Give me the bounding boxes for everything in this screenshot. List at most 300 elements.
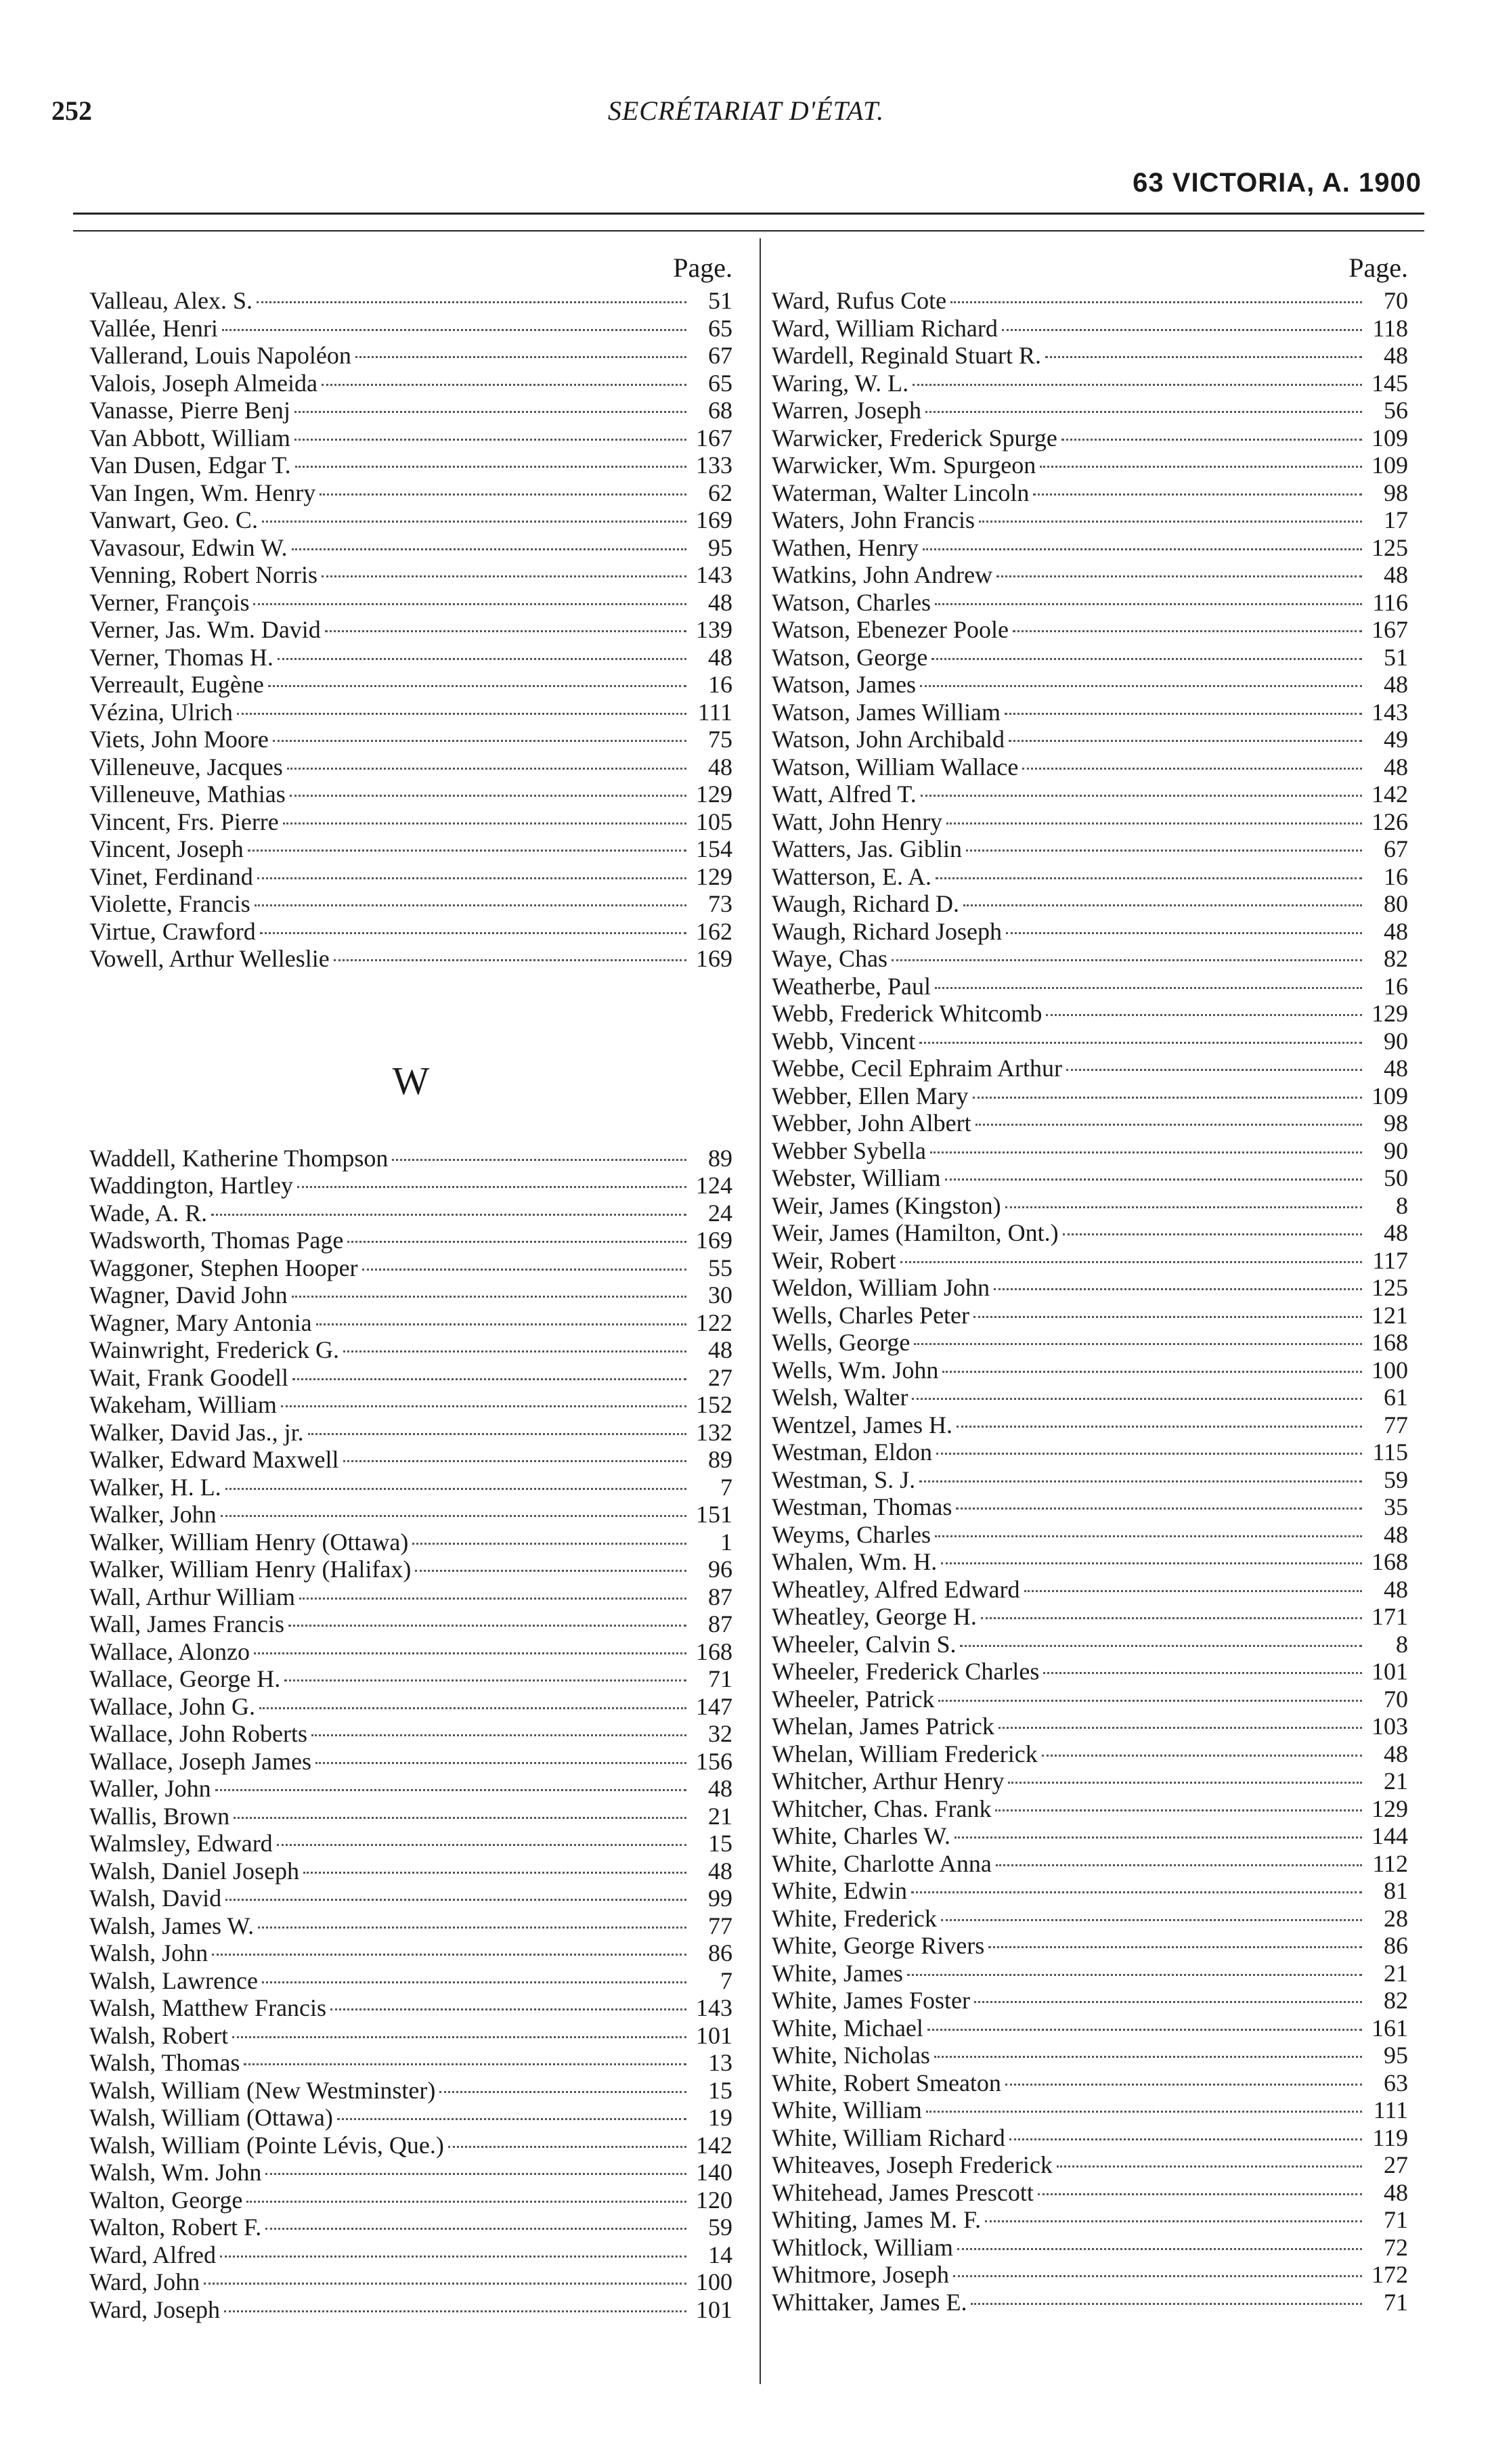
entry-name: Watson, John Archibald bbox=[772, 726, 1005, 753]
index-entry bbox=[89, 1227, 732, 1254]
entry-name: Walsh, Wm. John bbox=[89, 2159, 262, 2186]
index-entry bbox=[89, 2214, 732, 2241]
entry-page-number: 117 bbox=[1372, 1246, 1408, 1274]
entry-name: Walker, Edward Maxwell bbox=[89, 1446, 339, 1473]
index-entry bbox=[772, 1686, 1408, 1713]
entry-name: Wells, George bbox=[772, 1329, 910, 1356]
entry-name: Ward, William Richard bbox=[772, 314, 998, 342]
index-entry bbox=[89, 1610, 732, 1638]
index-entry bbox=[89, 2159, 732, 2186]
index-entry bbox=[89, 315, 732, 343]
entry-page-number: 172 bbox=[1372, 2261, 1408, 2288]
index-entry bbox=[772, 2234, 1408, 2262]
dot-leader bbox=[265, 2173, 686, 2175]
entry-name: Wathen, Henry bbox=[772, 533, 919, 561]
dot-leader bbox=[294, 411, 686, 413]
entry-page-number: 89 bbox=[708, 1144, 732, 1172]
entry-page-number: 27 bbox=[708, 1363, 732, 1391]
entry-page-number: 71 bbox=[1384, 2206, 1408, 2233]
entry-name: Westman, S. J. bbox=[772, 1466, 916, 1493]
entry-name: Wall, James Francis bbox=[89, 1610, 285, 1637]
entry-name: Watkins, John Andrew bbox=[772, 561, 993, 588]
index-entry bbox=[772, 1219, 1408, 1247]
index-entry bbox=[89, 1446, 732, 1474]
index-entry bbox=[89, 699, 732, 726]
dot-leader bbox=[942, 1371, 1362, 1373]
dot-leader bbox=[334, 959, 686, 961]
dot-leader bbox=[1040, 466, 1362, 468]
index-entry bbox=[772, 726, 1408, 753]
entry-page-number: 61 bbox=[1384, 1384, 1408, 1411]
index-entry bbox=[772, 342, 1408, 370]
index-entry bbox=[772, 534, 1408, 562]
entry-page-number: 168 bbox=[696, 1637, 732, 1665]
header-rule bbox=[73, 230, 1424, 232]
entry-name: Ward, Joseph bbox=[89, 2295, 221, 2323]
dot-leader bbox=[222, 329, 686, 331]
entry-name: Valleau, Alex. S. bbox=[89, 287, 253, 314]
index-entry bbox=[772, 506, 1408, 534]
index-entry bbox=[772, 1028, 1408, 1055]
index-entry bbox=[772, 1960, 1408, 1987]
index-entry bbox=[89, 1939, 732, 1967]
entry-name: White, James bbox=[772, 1959, 903, 1987]
index-entry bbox=[772, 2179, 1408, 2207]
dot-leader bbox=[255, 904, 686, 906]
dot-leader bbox=[320, 493, 686, 496]
entry-name: Waters, John Francis bbox=[772, 506, 975, 533]
index-entry bbox=[772, 2289, 1408, 2316]
index-entry bbox=[772, 890, 1408, 918]
dot-leader bbox=[392, 1159, 686, 1161]
index-entry bbox=[772, 1438, 1408, 1466]
index-entry bbox=[89, 1391, 732, 1419]
index-entry bbox=[89, 835, 732, 863]
index-entry bbox=[772, 561, 1408, 589]
index-entry bbox=[89, 644, 732, 672]
entry-name: Watson, William Wallace bbox=[772, 753, 1019, 780]
dot-leader bbox=[248, 850, 686, 852]
entry-page-number: 90 bbox=[1384, 1137, 1408, 1164]
index-entry bbox=[89, 287, 732, 315]
entry-name: Whitcher, Chas. Frank bbox=[772, 1795, 992, 1822]
index-entry bbox=[772, 2206, 1408, 2234]
entry-page-number: 48 bbox=[708, 753, 732, 780]
index-entry bbox=[772, 1082, 1408, 1110]
entry-name: White, Charlotte Anna bbox=[772, 1849, 992, 1877]
index-entry bbox=[772, 397, 1408, 424]
entry-page-number: 77 bbox=[708, 1912, 732, 1939]
index-entry bbox=[89, 780, 732, 808]
entry-page-number: 129 bbox=[696, 862, 732, 890]
index-entry bbox=[89, 945, 732, 973]
entry-page-number: 161 bbox=[1372, 2014, 1408, 2042]
entry-name: Valois, Joseph Almeida bbox=[89, 369, 317, 397]
index-entry bbox=[772, 424, 1408, 452]
entry-name: Ward, Alfred bbox=[89, 2241, 217, 2268]
entry-name: Weldon, William John bbox=[772, 1274, 990, 1301]
dot-leader bbox=[330, 2008, 686, 2010]
dot-leader bbox=[260, 932, 686, 934]
entry-name: Warren, Joseph bbox=[772, 397, 922, 424]
entry-page-number: 48 bbox=[1384, 2178, 1408, 2206]
index-entry bbox=[89, 1528, 732, 1556]
entry-name: White, George Rivers bbox=[772, 1932, 985, 1959]
index-entry bbox=[772, 2069, 1408, 2097]
dot-leader bbox=[935, 603, 1362, 605]
entry-page-number: 48 bbox=[1384, 1740, 1408, 1767]
entry-name: Walsh, William (Pointe Lévis, Que.) bbox=[89, 2131, 444, 2159]
index-entry bbox=[772, 1109, 1408, 1137]
dot-leader bbox=[257, 301, 686, 303]
entry-page-number: 71 bbox=[708, 1665, 732, 1692]
entry-name: Wade, A. R. bbox=[89, 1199, 208, 1227]
index-entry bbox=[772, 1247, 1408, 1275]
index-entry bbox=[772, 1905, 1408, 1933]
dot-leader bbox=[912, 1398, 1362, 1400]
index-entry bbox=[772, 808, 1408, 836]
page-column-header: Page. bbox=[673, 252, 732, 283]
right-column bbox=[772, 249, 1408, 2316]
dot-leader bbox=[225, 1899, 686, 1901]
dot-leader bbox=[299, 1598, 686, 1600]
dot-leader bbox=[988, 1946, 1362, 1948]
entry-name: Violette, Francis bbox=[89, 890, 250, 917]
dot-leader bbox=[907, 1974, 1362, 1976]
entry-name: Whitmore, Joseph bbox=[772, 2261, 949, 2288]
index-entry bbox=[89, 1364, 732, 1392]
entry-page-number: 48 bbox=[708, 643, 732, 671]
dot-leader bbox=[237, 713, 686, 715]
dot-leader bbox=[322, 384, 686, 386]
dot-leader bbox=[1005, 2084, 1362, 2086]
entry-page-number: 48 bbox=[1384, 1055, 1408, 1082]
index-entry bbox=[772, 2124, 1408, 2152]
index-entry bbox=[89, 424, 732, 452]
index-entry bbox=[89, 2077, 732, 2105]
entry-page-number: 48 bbox=[1384, 342, 1408, 369]
entry-page-number: 27 bbox=[1384, 2151, 1408, 2178]
index-entry bbox=[89, 2049, 732, 2077]
dot-leader bbox=[892, 959, 1362, 961]
entry-name: Vavasour, Edwin W. bbox=[89, 533, 288, 561]
dot-leader bbox=[287, 768, 686, 770]
dot-leader bbox=[292, 548, 686, 550]
dot-leader bbox=[439, 2091, 686, 2093]
entry-name: Wallace, Joseph James bbox=[89, 1747, 311, 1775]
entry-page-number: 95 bbox=[708, 533, 732, 561]
index-entry bbox=[89, 1665, 732, 1693]
entry-page-number: 87 bbox=[708, 1583, 732, 1610]
entry-page-number: 143 bbox=[1372, 698, 1408, 726]
index-entry bbox=[772, 1548, 1408, 1576]
dot-leader bbox=[936, 1453, 1362, 1455]
entry-name: White, Robert Smeaton bbox=[772, 2069, 1001, 2096]
dot-leader bbox=[215, 1789, 686, 1791]
entry-page-number: 1 bbox=[720, 1528, 732, 1556]
dot-leader bbox=[268, 685, 686, 687]
index-entry bbox=[772, 1877, 1408, 1905]
dot-leader bbox=[956, 1508, 1362, 1510]
index-entry bbox=[772, 2096, 1408, 2124]
dot-leader bbox=[938, 1700, 1362, 1702]
entry-name: White, James Foster bbox=[772, 1987, 970, 2014]
entry-name: White, Nicholas bbox=[772, 2042, 930, 2069]
dot-leader bbox=[337, 2118, 686, 2120]
index-entry bbox=[89, 671, 732, 699]
dot-leader bbox=[232, 2036, 686, 2038]
dot-leader bbox=[974, 2001, 1362, 2003]
entry-name: White, Frederick bbox=[772, 1904, 937, 1932]
index-entry bbox=[89, 863, 732, 891]
dot-leader bbox=[900, 1261, 1362, 1263]
entry-page-number: 109 bbox=[1372, 424, 1408, 452]
dot-leader bbox=[448, 2146, 686, 2148]
entry-page-number: 124 bbox=[696, 1172, 732, 1199]
entry-page-number: 87 bbox=[708, 1610, 732, 1637]
entry-page-number: 7 bbox=[720, 1966, 732, 1994]
entry-name: Watson, Ebenezer Poole bbox=[772, 616, 1009, 643]
entry-page-number: 142 bbox=[1372, 780, 1408, 808]
dot-leader bbox=[996, 575, 1362, 577]
dot-leader bbox=[1013, 630, 1362, 632]
index-entry bbox=[89, 1556, 732, 1583]
dot-leader bbox=[277, 1844, 686, 1846]
index-entry bbox=[772, 1987, 1408, 2015]
entry-page-number: 112 bbox=[1372, 1849, 1408, 1877]
dot-leader bbox=[297, 1186, 686, 1188]
entry-name: Walsh, Thomas bbox=[89, 2049, 240, 2076]
index-entry bbox=[772, 644, 1408, 672]
index-entry bbox=[772, 1713, 1408, 1740]
dot-leader bbox=[975, 1124, 1362, 1126]
entry-page-number: 8 bbox=[1396, 1630, 1408, 1658]
running-title: SECRÉTARIAT D'ÉTAT. bbox=[607, 95, 885, 126]
dot-leader bbox=[920, 685, 1362, 687]
section-letter-w: W bbox=[392, 1058, 430, 1103]
dot-leader bbox=[930, 1151, 1362, 1153]
index-entry bbox=[772, 2151, 1408, 2179]
entry-page-number: 167 bbox=[1372, 616, 1408, 643]
entry-page-number: 50 bbox=[1384, 1164, 1408, 1191]
index-entry bbox=[772, 2015, 1408, 2042]
entry-page-number: 109 bbox=[1372, 1082, 1408, 1109]
index-entry bbox=[772, 1658, 1408, 1686]
entry-page-number: 169 bbox=[696, 945, 732, 972]
dot-leader bbox=[957, 1426, 1362, 1428]
index-entry bbox=[772, 671, 1408, 699]
entry-name: Wheatley, Alfred Edward bbox=[772, 1575, 1020, 1603]
entry-page-number: 133 bbox=[696, 452, 732, 479]
entry-page-number: 48 bbox=[1384, 1520, 1408, 1548]
dot-leader bbox=[926, 2111, 1362, 2113]
entry-name: Wagner, David John bbox=[89, 1281, 288, 1308]
entry-page-number: 24 bbox=[708, 1199, 732, 1227]
dot-leader bbox=[927, 2029, 1362, 2031]
entry-name: Walsh, William (Ottawa) bbox=[89, 2104, 333, 2131]
dot-leader bbox=[295, 466, 686, 468]
entry-page-number: 101 bbox=[1372, 1658, 1408, 1685]
index-entry bbox=[772, 699, 1408, 726]
entry-name: Webbe, Cecil Ephraim Arthur bbox=[772, 1055, 1062, 1082]
entry-page-number: 49 bbox=[1384, 726, 1408, 753]
entry-page-number: 73 bbox=[708, 890, 732, 917]
index-entry bbox=[89, 1803, 732, 1830]
entry-page-number: 142 bbox=[696, 2131, 732, 2159]
entry-name: Webber Sybella bbox=[772, 1137, 927, 1164]
entry-page-number: 70 bbox=[1384, 1685, 1408, 1713]
entry-name: Vallerand, Louis Napoléon bbox=[89, 342, 351, 369]
entry-name: Wheatley, George H. bbox=[772, 1603, 977, 1630]
entry-page-number: 35 bbox=[1384, 1493, 1408, 1520]
entry-page-number: 63 bbox=[1384, 2069, 1408, 2096]
index-entry bbox=[772, 1055, 1408, 1082]
index-entry bbox=[772, 1631, 1408, 1658]
entry-name: White, Charles W. bbox=[772, 1822, 950, 1849]
dot-leader bbox=[343, 1460, 686, 1462]
dot-leader bbox=[913, 384, 1362, 386]
entry-page-number: 132 bbox=[696, 1418, 732, 1446]
dot-leader bbox=[1024, 1590, 1362, 1592]
dot-leader bbox=[979, 521, 1362, 523]
entry-page-number: 122 bbox=[696, 1308, 732, 1336]
entry-page-number: 48 bbox=[708, 588, 732, 616]
index-entry bbox=[89, 370, 732, 397]
entry-page-number: 82 bbox=[1384, 1987, 1408, 2014]
dot-leader bbox=[934, 2056, 1362, 2058]
index-entry bbox=[89, 1994, 732, 2022]
entry-name: Virtue, Crawford bbox=[89, 917, 256, 945]
entry-name: Walsh, Robert bbox=[89, 2021, 229, 2049]
entry-page-number: 139 bbox=[696, 616, 732, 643]
entry-page-number: 71 bbox=[1384, 2288, 1408, 2316]
entry-page-number: 109 bbox=[1372, 452, 1408, 479]
entry-name: White, William Richard bbox=[772, 2124, 1005, 2151]
index-entry bbox=[772, 1795, 1408, 1823]
index-entry bbox=[89, 534, 732, 562]
entry-page-number: 90 bbox=[1384, 1027, 1408, 1055]
dot-leader bbox=[946, 822, 1362, 824]
entry-page-number: 21 bbox=[1384, 1767, 1408, 1795]
dot-leader bbox=[1057, 2165, 1362, 2168]
entry-name: Watterson, E. A. bbox=[772, 862, 932, 890]
index-entry bbox=[89, 1720, 732, 1748]
entry-page-number: 17 bbox=[1384, 506, 1408, 533]
page-number: 252 bbox=[51, 95, 92, 126]
entry-page-number: 115 bbox=[1372, 1438, 1408, 1466]
index-list-right bbox=[772, 287, 1408, 2316]
entry-name: Weatherbe, Paul bbox=[772, 972, 931, 1000]
dot-leader bbox=[981, 1617, 1362, 1619]
entry-name: Wallace, John G. bbox=[89, 1692, 256, 1720]
entry-page-number: 167 bbox=[696, 424, 732, 452]
entry-name: Whiteaves, Joseph Frederick bbox=[772, 2151, 1053, 2178]
entry-name: Walker, David Jas., jr. bbox=[89, 1418, 304, 1446]
entry-page-number: 48 bbox=[708, 1336, 732, 1363]
dot-leader bbox=[1009, 740, 1362, 742]
index-entry bbox=[89, 1281, 732, 1309]
entry-name: Van Ingen, Wm. Henry bbox=[89, 479, 316, 506]
entry-name: Waller, John bbox=[89, 1775, 211, 1802]
index-entry bbox=[772, 863, 1408, 891]
index-entry bbox=[89, 1501, 732, 1528]
entry-page-number: 7 bbox=[720, 1473, 732, 1501]
entry-name: Webber, John Albert bbox=[772, 1109, 971, 1137]
entry-name: Walsh, William (New Westminster) bbox=[89, 2076, 436, 2104]
dot-leader bbox=[290, 795, 686, 797]
index-entry bbox=[89, 342, 732, 370]
dot-leader bbox=[415, 1570, 686, 1572]
entry-name: Whitcher, Arthur Henry bbox=[772, 1767, 1005, 1795]
left-column bbox=[89, 249, 732, 2323]
entry-name: Walton, George bbox=[89, 2186, 243, 2214]
entry-name: Villeneuve, Mathias bbox=[89, 780, 286, 808]
dot-leader bbox=[953, 2275, 1362, 2277]
entry-name: White, Edwin bbox=[772, 1877, 907, 1904]
dot-leader bbox=[985, 2220, 1362, 2222]
dot-leader bbox=[211, 1214, 686, 1216]
dot-leader bbox=[412, 1543, 686, 1545]
entry-page-number: 65 bbox=[708, 314, 732, 342]
dot-leader bbox=[292, 1296, 686, 1298]
entry-page-number: 48 bbox=[1384, 917, 1408, 945]
entry-page-number: 140 bbox=[696, 2159, 732, 2186]
index-entry bbox=[89, 1885, 732, 1912]
dot-leader bbox=[246, 2201, 686, 2203]
entry-page-number: 48 bbox=[708, 1857, 732, 1885]
index-entry bbox=[772, 1274, 1408, 1302]
entry-name: Verner, François bbox=[89, 588, 250, 616]
dot-leader bbox=[966, 850, 1362, 852]
index-entry bbox=[772, 1767, 1408, 1795]
dot-leader bbox=[221, 1515, 686, 1517]
dot-leader bbox=[259, 1707, 686, 1709]
entry-page-number: 125 bbox=[1372, 533, 1408, 561]
entry-name: Ward, John bbox=[89, 2268, 200, 2295]
index-entry bbox=[89, 808, 732, 836]
entry-page-number: 48 bbox=[1384, 561, 1408, 588]
entry-name: Van Dusen, Edgar T. bbox=[89, 452, 291, 479]
dot-leader bbox=[281, 1405, 686, 1407]
index-entry bbox=[772, 1192, 1408, 1220]
entry-name: Wadsworth, Thomas Page bbox=[89, 1227, 344, 1254]
dot-leader bbox=[941, 1562, 1362, 1564]
entry-name: Webber, Ellen Mary bbox=[772, 1082, 969, 1109]
entry-name: Walsh, David bbox=[89, 1885, 222, 1912]
entry-name: Warwicker, Frederick Spurge bbox=[772, 424, 1057, 452]
index-entry bbox=[89, 1583, 732, 1611]
index-entry bbox=[772, 1137, 1408, 1165]
index-entry bbox=[89, 479, 732, 507]
entry-name: Warwicker, Wm. Spurgeon bbox=[772, 452, 1036, 479]
dot-leader bbox=[955, 1836, 1362, 1839]
index-entry bbox=[89, 1693, 732, 1721]
entry-page-number: 169 bbox=[696, 506, 732, 533]
entry-page-number: 144 bbox=[1372, 1822, 1408, 1849]
entry-name: Watt, John Henry bbox=[772, 808, 943, 835]
dot-leader bbox=[1008, 1782, 1362, 1784]
entry-page-number: 129 bbox=[1372, 1000, 1408, 1027]
entry-name: Webb, Frederick Whitcomb bbox=[772, 1000, 1043, 1027]
dot-leader bbox=[347, 1241, 686, 1243]
index-entry bbox=[772, 945, 1408, 973]
entry-page-number: 96 bbox=[708, 1556, 732, 1583]
dot-leader bbox=[273, 740, 686, 742]
entry-page-number: 143 bbox=[696, 561, 732, 588]
entry-page-number: 125 bbox=[1372, 1274, 1408, 1301]
index-entry bbox=[772, 1357, 1408, 1384]
dot-leader bbox=[254, 1652, 686, 1654]
